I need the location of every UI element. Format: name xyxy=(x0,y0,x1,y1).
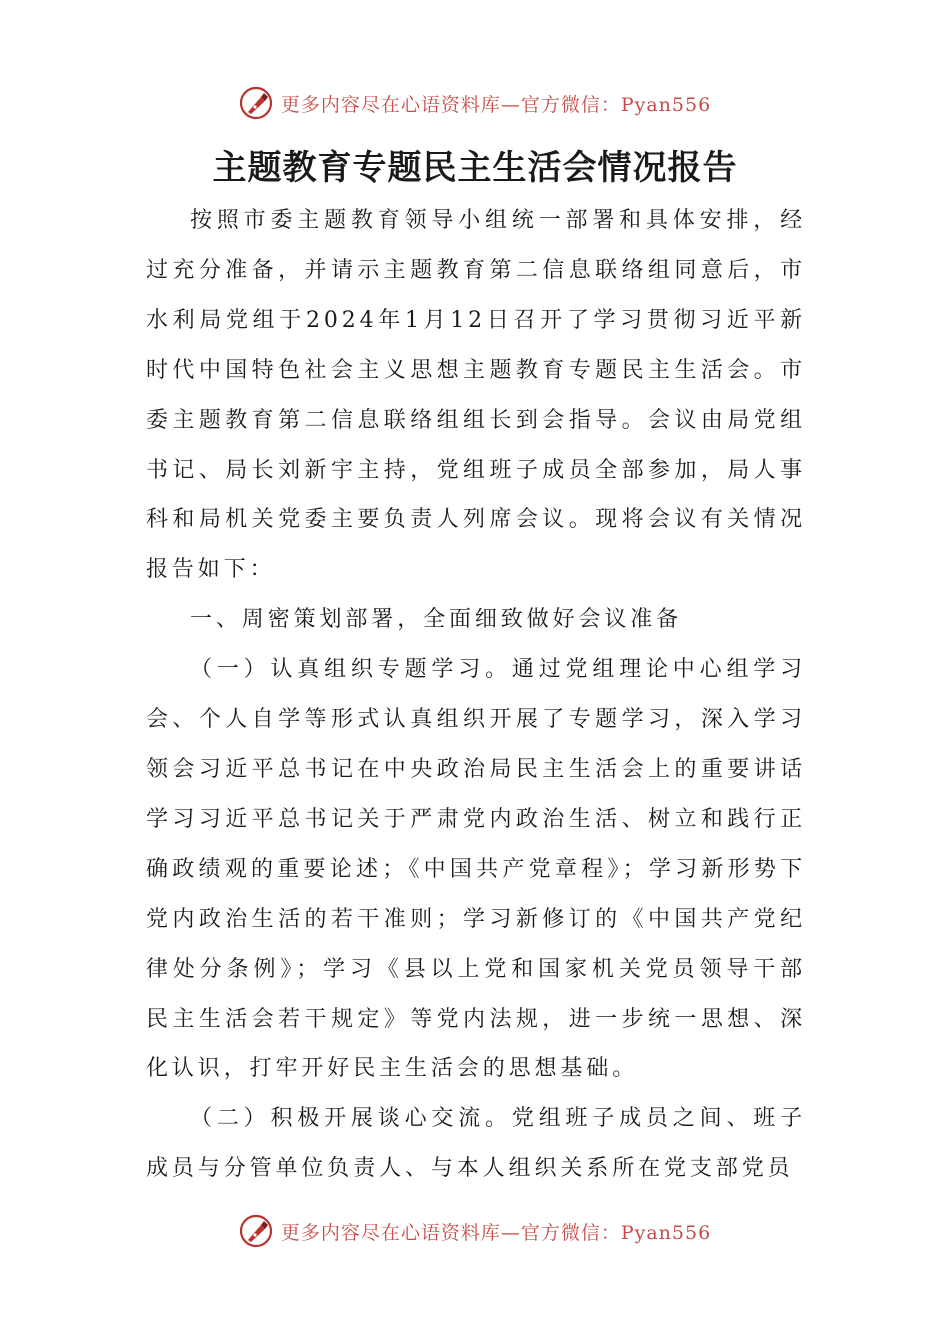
pen-nib-circle-icon xyxy=(239,86,273,120)
pen-nib-circle-icon xyxy=(239,1214,273,1248)
document-body xyxy=(146,196,806,1194)
footer-watermark xyxy=(0,1208,950,1254)
paragraph-study: （一）认真组织专题学习。通过党组理论中心组学习会、个人自学等形式认真组织开展了专题学习，深入学习领会习近平总书记在中央政治局民主生活会上的重要讲话学习习近平总书记关于严肃党内政治生活、树立和践行正确政绩观的重要论述；《中国共产党章程》；学习新形势下党内政治生活的若干准则；学习新修订的《中国共产党纪律处分条例》；学习《县以上党和国家机关党员领导干部民主生活会若干规定》等党内法规，进一步统一思想、深化认识，打牢开好民主生活会的思想基础。 xyxy=(146,657,806,1082)
header-watermark xyxy=(0,80,950,126)
section-heading-1: 一、周密策划部署，全面细致做好会议准备 xyxy=(190,607,683,633)
paragraph-intro: 按照市委主题教育领导小组统一部署和具体安排，经过充分准备，并请示主题教育第二信息联络组同意后，市水利局党组于2024年1月12日召开了学习贯彻习近平新时代中国特色社会主义思想主题教育专题民主生活会。市委主题教育第二信息联络组组长到会指导。会议由局党组书记、局长刘新宇主持，党组班子成员全部参加，局人事科和局机关党委主要负责人列席会议。现将会议有关情况报告如下： xyxy=(146,208,806,583)
watermark-text: 更多内容尽在心语资料库—官方微信：Pyan556 xyxy=(280,93,712,116)
paragraph-talks: （二）积极开展谈心交流。党组班子成员之间、班子成员与分管单位负责人、与本人组织关系所在党支部党员 xyxy=(146,1106,806,1182)
document-title: 主题教育专题民主生活会情况报告 xyxy=(212,148,738,188)
watermark-text: 更多内容尽在心语资料库—官方微信：Pyan556 xyxy=(280,1221,712,1244)
